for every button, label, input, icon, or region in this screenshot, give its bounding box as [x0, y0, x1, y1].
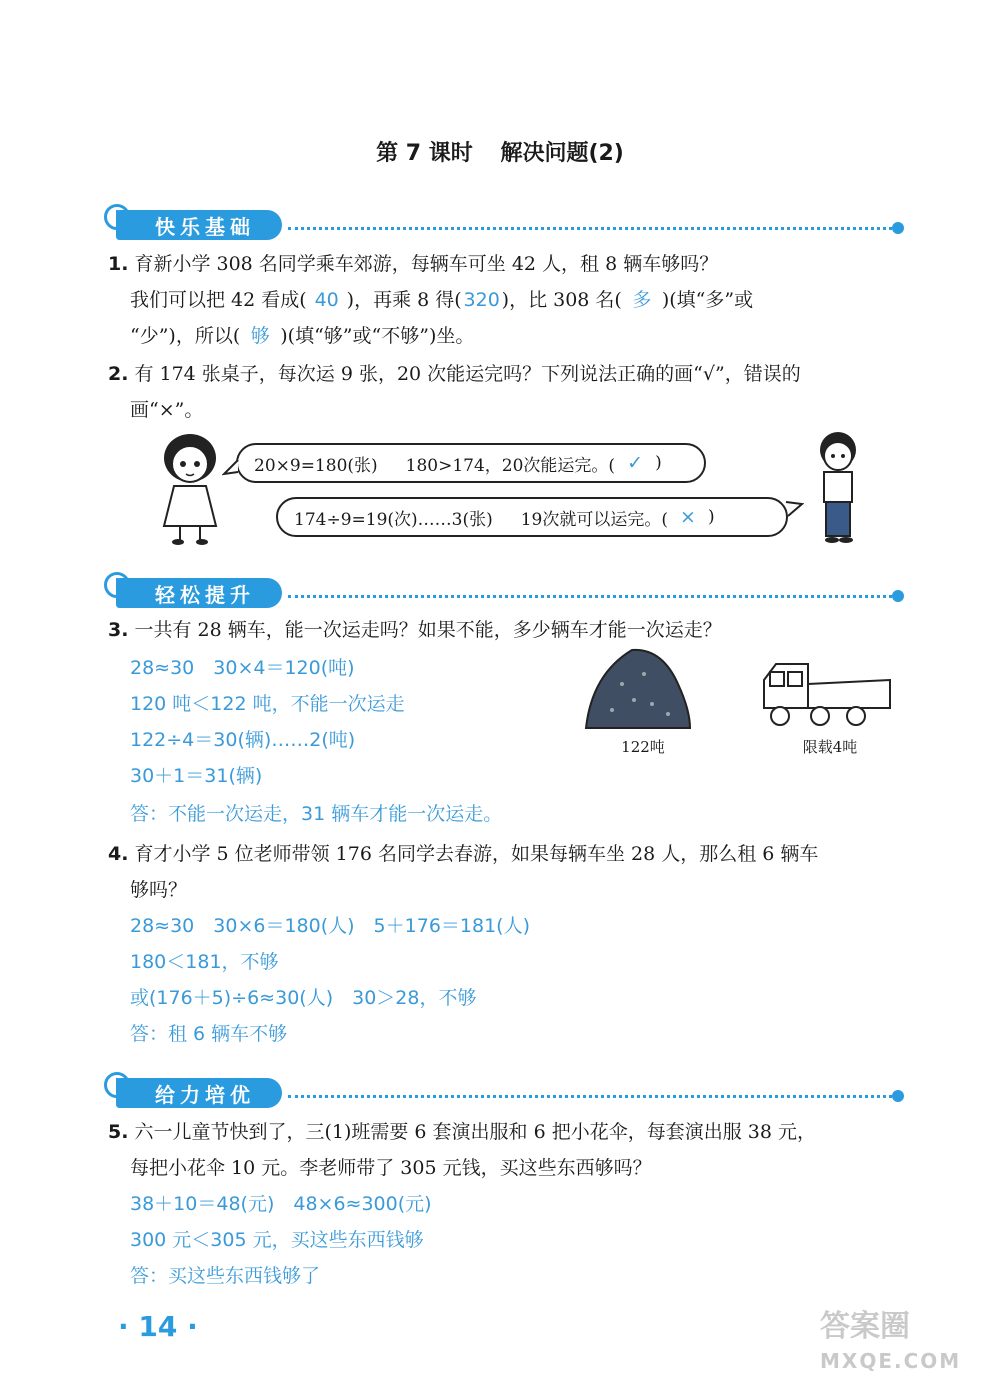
speech-bubble-boy — [276, 497, 788, 537]
divider-end-dot — [892, 222, 904, 234]
text: )，比 308 名( — [501, 289, 622, 311]
boy-illustration-icon — [808, 428, 868, 546]
section-header-improve — [104, 570, 904, 610]
question-3 — [108, 612, 898, 648]
answer-blank-3: 多 — [632, 289, 652, 311]
divider-end-dot — [892, 590, 904, 602]
question-1-line-3 — [130, 318, 900, 354]
question-2-line-2: 画“×”。 — [130, 399, 204, 421]
q3-answer-3: 122÷4＝30(辆)……2(吨) — [130, 729, 356, 751]
q4-answer-2: 180＜181，不够 — [130, 951, 279, 973]
watermark-logo — [820, 1310, 961, 1378]
section-badge: 轻松提升 — [116, 578, 282, 608]
coal-weight-label: 122吨 — [621, 738, 665, 756]
question-1 — [108, 246, 898, 282]
question-number: 1. — [108, 253, 129, 275]
question-text: 育才小学 5 位老师带领 176 名同学去春游，如果每辆车坐 28 人，那么租 6 辆车 — [134, 843, 819, 865]
lesson-number: 第 7 课时 — [376, 141, 473, 166]
text: )(填“够”或“不够”)坐。 — [280, 325, 475, 347]
coal-pile-icon — [582, 644, 694, 732]
speech-bubble-girl — [236, 443, 706, 483]
page-title — [0, 136, 1000, 167]
dotted-divider — [288, 1095, 892, 1098]
question-4 — [108, 836, 898, 872]
check-answer: ✓ — [627, 452, 644, 474]
bubble-tail-icon — [222, 458, 240, 478]
q5-answer-2: 300 元＜305 元，买这些东西钱够 — [130, 1229, 424, 1251]
bubble-tail-icon — [784, 500, 804, 520]
q3-answer-1: 28≈30 30×4＝120(吨) — [130, 657, 355, 679]
text: )(填“多”或 — [661, 289, 754, 311]
q4-answer-3: 或(176＋5)÷6≈30(人) 30＞28，不够 — [130, 987, 477, 1009]
question-number: 5. — [108, 1121, 129, 1143]
dotted-divider — [288, 227, 892, 230]
section-badge: 快乐基础 — [116, 210, 282, 240]
q4-answer-1: 28≈30 30×6＝180(人) 5＋176＝181(人) — [130, 915, 530, 937]
divider-end-dot — [892, 1090, 904, 1102]
bubble-close: ) — [708, 507, 715, 527]
cross-answer: × — [680, 506, 696, 528]
watermark-main: 答案圈 — [820, 1309, 910, 1344]
answer-blank-4: 够 — [250, 325, 270, 347]
question-text: 育新小学 308 名同学乘车郊游，每辆车可坐 42 人，租 8 辆车够吗？ — [134, 253, 719, 275]
question-number: 2. — [108, 363, 129, 385]
watermark-sub: MXQE.COM — [820, 1349, 962, 1373]
q5-answer-1: 38＋10＝48(元) 48×6≈300(元) — [130, 1193, 432, 1215]
question-2 — [108, 356, 898, 392]
section-badge: 给力培优 — [116, 1078, 282, 1108]
bubble-calc: 174÷9=19(次)……3(张) — [294, 509, 493, 530]
text: )，再乘 8 得( — [346, 289, 462, 311]
q3-answer-2: 120 吨＜122 吨，不能一次运走 — [130, 693, 405, 715]
bubble-text: 180>174，20次能运完。( — [405, 455, 616, 476]
q3-answer-5: 答：不能一次运走，31 辆车才能一次运走。 — [130, 803, 503, 825]
question-text: 一共有 28 辆车，能一次运走吗？如果不能，多少辆车才能一次运走？ — [134, 619, 722, 641]
question-1-line-2 — [130, 282, 900, 318]
bubble-close: ) — [655, 453, 662, 473]
section-header-advanced — [104, 1070, 904, 1110]
text: “少”)，所以( — [130, 325, 241, 347]
question-text: 六一儿童节快到了，三(1)班需要 6 套演出服和 6 把小花伞，每套演出服 38 元， — [134, 1121, 816, 1143]
question-4-line-2: 够吗？ — [130, 879, 188, 901]
dotted-divider — [288, 595, 892, 598]
q5-answer-3: 答：买这些东西钱够了 — [130, 1265, 321, 1287]
girl-illustration-icon — [150, 430, 230, 550]
text: 我们可以把 42 看成( — [130, 289, 307, 311]
bubble-calc: 20×9=180(张) — [254, 455, 378, 476]
question-number: 4. — [108, 843, 129, 865]
section-header-basic — [104, 202, 904, 242]
page-number: · 14 · — [118, 1310, 198, 1343]
q4-answer-4: 答：租 6 辆车不够 — [130, 1023, 288, 1045]
q3-answer-4: 30＋1＝31(辆) — [130, 765, 263, 787]
question-5-line-2: 每把小花伞 10 元。李老师带了 305 元钱，买这些东西够吗？ — [130, 1157, 652, 1179]
truck-capacity-label: 限载4吨 — [802, 738, 858, 756]
truck-icon — [758, 654, 896, 730]
answer-blank-1: 40 — [314, 289, 339, 311]
bubble-text: 19次就可以运完。( — [520, 509, 668, 530]
question-5 — [108, 1114, 898, 1150]
question-number: 3. — [108, 619, 129, 641]
question-text: 有 174 张桌子，每次运 9 张，20 次能运完吗？下列说法正确的画“√”，错误的 — [134, 363, 801, 385]
lesson-topic: 解决问题(2) — [500, 141, 624, 166]
answer-blank-2: 320 — [463, 289, 500, 311]
